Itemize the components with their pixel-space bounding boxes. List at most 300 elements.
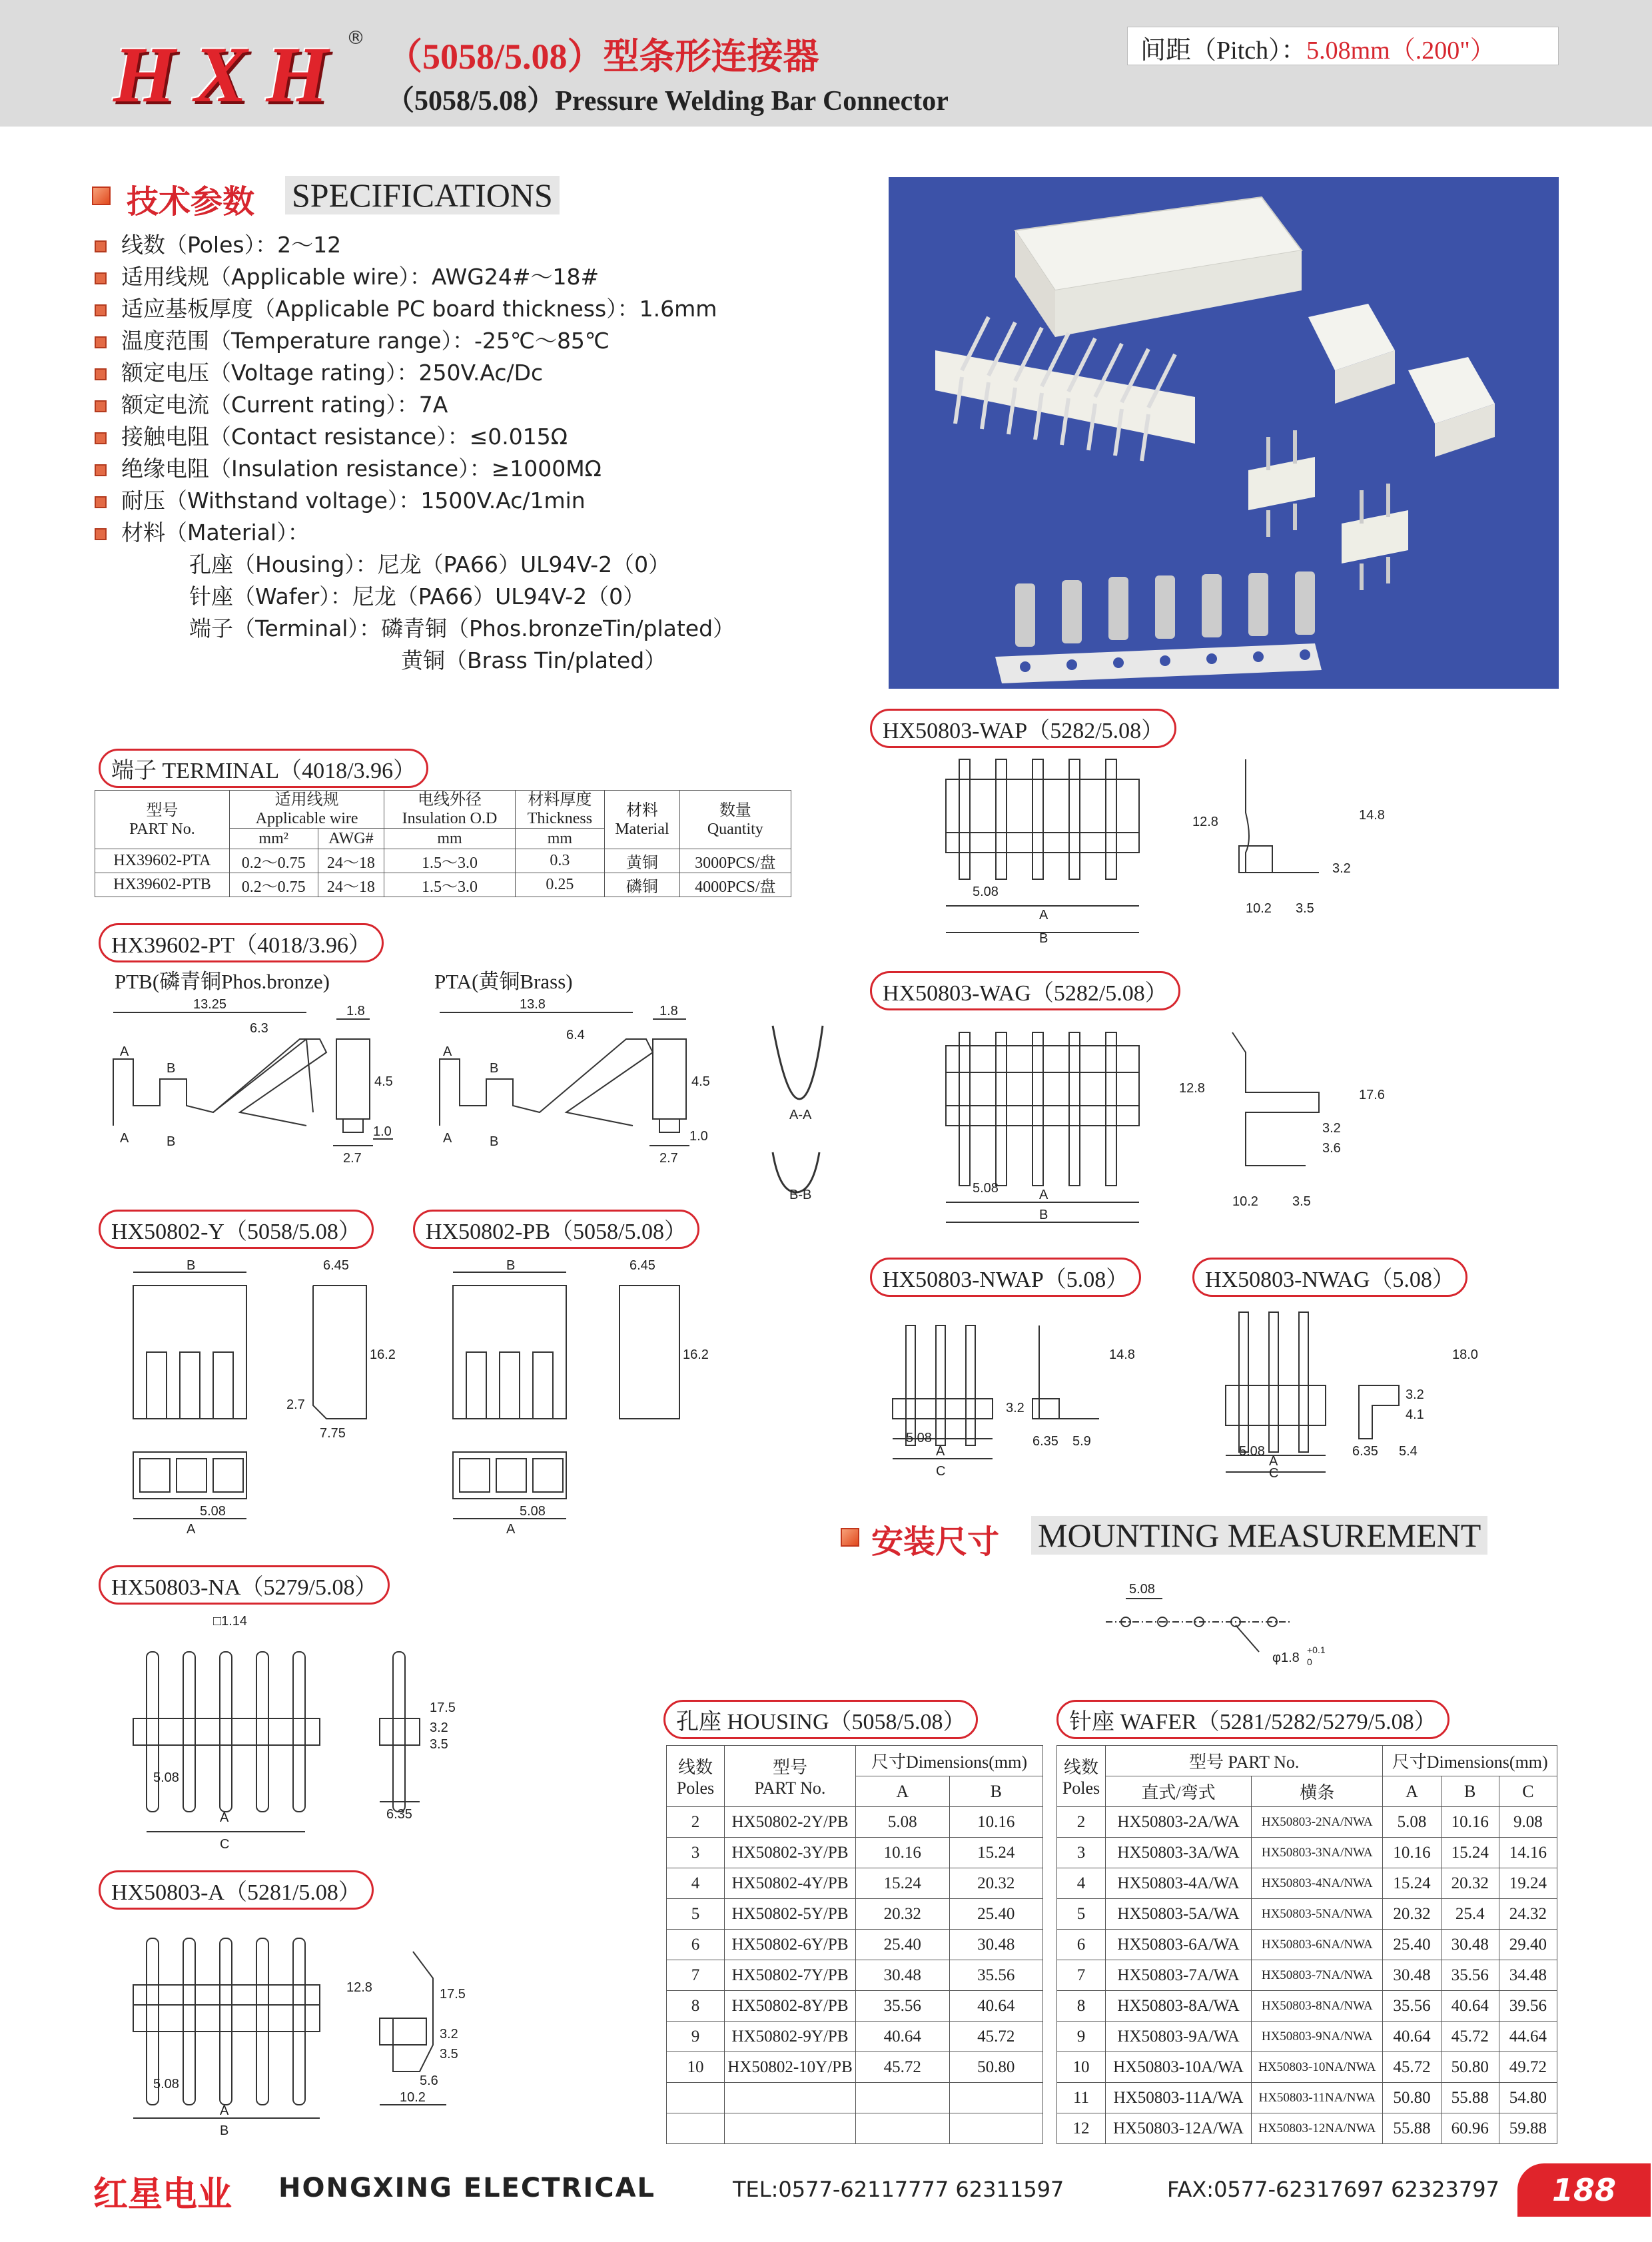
dim-label: 3.2 bbox=[1006, 1401, 1025, 1415]
pitch-value: 5.08mm（.200"） bbox=[1306, 37, 1495, 65]
dim-label: 4.5 bbox=[691, 1074, 710, 1089]
wafer-small-icon bbox=[1248, 430, 1408, 590]
footer-tel: TEL:0577-62117777 62311597 bbox=[733, 2177, 1064, 2202]
table-cell: 3000PCS/盘 bbox=[679, 849, 791, 873]
spec-heading-en: SPECIFICATIONS bbox=[285, 176, 560, 214]
dim-label: A bbox=[1039, 908, 1048, 923]
dim-label: B-B bbox=[789, 1188, 812, 1199]
housing-long-icon bbox=[1015, 197, 1302, 337]
table-row bbox=[1057, 2113, 1557, 2144]
table-cell: HX50803-7NA/NWA bbox=[1252, 1960, 1383, 1991]
table-header: 尺寸Dimensions(mm) bbox=[856, 1746, 1043, 1776]
table-cell: 30.48 bbox=[1383, 1960, 1441, 1991]
table-row bbox=[1057, 2052, 1557, 2083]
table-cell: HX50802-5Y/PB bbox=[725, 1899, 856, 1930]
dim-label: 5.4 bbox=[1399, 1444, 1418, 1459]
dim-label: B bbox=[167, 1134, 176, 1149]
table-cell: 磷铜 bbox=[605, 873, 680, 897]
table-cell: 0.2～0.75 bbox=[229, 873, 318, 897]
table-cell: 30.48 bbox=[856, 1960, 950, 1991]
page-title-en: （5058/5.08）Pressure Welding Bar Connector bbox=[386, 86, 949, 117]
table-cell: HX39602-PTA bbox=[95, 849, 230, 873]
table-row bbox=[1057, 1899, 1557, 1930]
dim-label: 5.08 bbox=[906, 1431, 932, 1445]
dim-label: 1.0 bbox=[373, 1124, 392, 1139]
na-drawing bbox=[127, 1605, 593, 1852]
table-header: 材料 Material bbox=[605, 791, 680, 849]
dim-label: 10.2 bbox=[1246, 901, 1272, 916]
terminal-strip-icon bbox=[995, 571, 1322, 683]
table-cell: HX50803-9A/WA bbox=[1106, 2022, 1252, 2052]
dim-label: A bbox=[443, 1131, 452, 1146]
material-item: 黄铜（Brass Tin/plated） bbox=[401, 647, 667, 673]
dim-label: 18.0 bbox=[1452, 1347, 1478, 1362]
dim-label: C bbox=[1269, 1466, 1279, 1479]
table-cell: HX50803-12NA/NWA bbox=[1252, 2113, 1383, 2144]
material-item: 针座（Wafer）：尼龙（PA66）UL94V-2（0） bbox=[189, 583, 645, 609]
table-cell: 35.56 bbox=[1383, 1991, 1441, 2022]
table-cell: 25.40 bbox=[856, 1930, 950, 1960]
table-row bbox=[667, 1807, 1043, 1838]
wafer-table-label: 针座 WAFER（5281/5282/5279/5.08） bbox=[1056, 1700, 1449, 1739]
terminal-label: 端子 TERMINAL（4018/3.96） bbox=[99, 749, 428, 788]
dim-label: A bbox=[936, 1444, 945, 1459]
table-cell: 34.48 bbox=[1499, 1960, 1557, 1991]
dim-label: 3.5 bbox=[430, 1737, 448, 1752]
table-cell: 9.08 bbox=[1499, 1807, 1557, 1838]
table-cell: 39.56 bbox=[1499, 1991, 1557, 2022]
table-header: AWG# bbox=[318, 829, 384, 849]
nwap-nwag-drawing bbox=[879, 1306, 1545, 1479]
table-cell: HX50803-5NA/NWA bbox=[1252, 1899, 1383, 1930]
table-cell: 1.5～3.0 bbox=[384, 873, 515, 897]
product-photo bbox=[889, 177, 1559, 689]
table-cell bbox=[856, 2113, 950, 2144]
dim-label: 5.08 bbox=[153, 1770, 179, 1785]
mounting-heading-en: MOUNTING MEASUREMENT bbox=[1031, 1516, 1487, 1555]
table-cell: HX50802-2Y/PB bbox=[725, 1807, 856, 1838]
table-row bbox=[667, 2052, 1043, 2083]
table-cell: HX50802-7Y/PB bbox=[725, 1960, 856, 1991]
dim-label: 12.8 bbox=[1192, 815, 1218, 829]
table-cell: 40.64 bbox=[856, 2022, 950, 2052]
table-cell: HX50803-12A/WA bbox=[1106, 2113, 1252, 2144]
material-item: 端子（Terminal）：磷青铜（Phos.bronzeTin/plated） bbox=[189, 615, 735, 641]
pitch-label: 间距（Pitch）： bbox=[1140, 37, 1307, 65]
table-cell: 15.24 bbox=[1441, 1838, 1499, 1868]
dim-label: 13.8 bbox=[520, 999, 546, 1012]
spec-item: 绝缘电阻（Insulation resistance）：≥1000MΩ bbox=[95, 453, 735, 485]
table-cell: 45.72 bbox=[1383, 2052, 1441, 2083]
table-header: mm bbox=[384, 829, 515, 849]
dim-label: 3.2 bbox=[430, 1720, 448, 1735]
bullet-icon bbox=[95, 528, 107, 540]
table-cell: 4 bbox=[1057, 1868, 1106, 1899]
bullet-icon bbox=[95, 464, 107, 476]
table-cell: 6 bbox=[1057, 1930, 1106, 1960]
table-cell: 7 bbox=[1057, 1960, 1106, 1991]
dim-label: B bbox=[167, 1061, 176, 1076]
table-cell: 24.32 bbox=[1499, 1899, 1557, 1930]
dim-label: 14.8 bbox=[1109, 1347, 1135, 1362]
table-header: 尺寸Dimensions(mm) bbox=[1383, 1746, 1557, 1776]
table-cell: HX50803-8A/WA bbox=[1106, 1991, 1252, 2022]
table-cell bbox=[949, 2113, 1043, 2144]
dim-label: 3.2 bbox=[440, 2027, 458, 2042]
spec-item: 温度范围（Temperature range）：-25℃～85℃ bbox=[95, 325, 735, 357]
spec-item: 材料（Material）： bbox=[95, 517, 735, 549]
terminal-table bbox=[95, 790, 791, 897]
dim-label: B bbox=[1039, 931, 1048, 946]
table-cell: HX50803-11NA/NWA bbox=[1252, 2083, 1383, 2113]
table-cell: 10 bbox=[667, 2052, 725, 2083]
spec-item: 额定电压（Voltage rating）：250V.Ac/Dc bbox=[95, 357, 735, 389]
table-header: B bbox=[1441, 1776, 1499, 1807]
footer-fax: FAX:0577-62317697 62323797 bbox=[1167, 2177, 1499, 2202]
table-cell: HX50802-9Y/PB bbox=[725, 2022, 856, 2052]
table-cell: 50.80 bbox=[1383, 2083, 1441, 2113]
dim-label: 3.5 bbox=[440, 2047, 458, 2061]
nwag-label: HX50803-NWAG（5.08） bbox=[1192, 1258, 1467, 1297]
table-cell: HX50803-10A/WA bbox=[1106, 2052, 1252, 2083]
bullet-icon bbox=[95, 400, 107, 412]
brand-logo: HXH bbox=[113, 30, 347, 119]
table-row bbox=[667, 1930, 1043, 1960]
table-cell: 45.72 bbox=[856, 2052, 950, 2083]
table-cell: HX39602-PTB bbox=[95, 873, 230, 897]
dim-label: 3.2 bbox=[1406, 1387, 1424, 1402]
page-number: 188 bbox=[1517, 2163, 1651, 2217]
dim-label: 1.8 bbox=[346, 1004, 365, 1018]
table-cell: 11 bbox=[1057, 2083, 1106, 2113]
spec-heading-cn: 技术参数 bbox=[127, 183, 255, 220]
table-row bbox=[1057, 1838, 1557, 1868]
table-cell: HX50803-9NA/NWA bbox=[1252, 2022, 1383, 2052]
table-cell bbox=[725, 2083, 856, 2113]
dim-label: A bbox=[443, 1044, 452, 1059]
table-cell: HX50802-6Y/PB bbox=[725, 1930, 856, 1960]
dim-label: 5.6 bbox=[420, 2073, 438, 2088]
dim-label: 3.6 bbox=[1322, 1141, 1341, 1156]
table-cell: HX50803-2NA/NWA bbox=[1252, 1807, 1383, 1838]
table-header: 线数 Poles bbox=[667, 1746, 725, 1807]
dim-label: 5.08 bbox=[520, 1504, 546, 1519]
wag-drawing bbox=[933, 1012, 1412, 1232]
table-cell: 6 bbox=[667, 1930, 725, 1960]
dim-label: 5.08 bbox=[1239, 1444, 1265, 1459]
dim-label: A bbox=[220, 2103, 229, 2118]
dim-label: 5.08 bbox=[200, 1504, 226, 1519]
table-cell: 1.5～3.0 bbox=[384, 849, 515, 873]
dim-label: 7.75 bbox=[320, 1426, 346, 1441]
table-cell: 35.56 bbox=[949, 1960, 1043, 1991]
table-cell: 7 bbox=[667, 1960, 725, 1991]
dim-label: 0 bbox=[1307, 1657, 1312, 1667]
table-cell: 12 bbox=[1057, 2113, 1106, 2144]
dim-label: 5.08 bbox=[973, 885, 999, 899]
dim-label: C bbox=[936, 1464, 946, 1479]
table-row bbox=[667, 1899, 1043, 1930]
table-row bbox=[1057, 1960, 1557, 1991]
table-cell: 25.40 bbox=[1383, 1930, 1441, 1960]
table-cell: 2 bbox=[667, 1807, 725, 1838]
bullet-icon bbox=[95, 496, 107, 508]
table-cell: 10.16 bbox=[1441, 1807, 1499, 1838]
mounting-heading-cn: 安装尺寸 bbox=[871, 1523, 1000, 1561]
table-cell: 44.64 bbox=[1499, 2022, 1557, 2052]
dim-label: 16.2 bbox=[370, 1347, 396, 1362]
dim-label: 5.08 bbox=[973, 1181, 999, 1196]
bullet-icon bbox=[95, 368, 107, 380]
spec-item: 额定电流（Current rating）：7A bbox=[95, 389, 735, 421]
table-cell: 3 bbox=[1057, 1838, 1106, 1868]
dim-label: 17.6 bbox=[1359, 1088, 1385, 1102]
dim-label: 5.08 bbox=[153, 2077, 179, 2091]
table-cell: 15.24 bbox=[856, 1868, 950, 1899]
table-cell: 24～18 bbox=[318, 873, 384, 897]
table-cell: 30.48 bbox=[949, 1930, 1043, 1960]
dim-label: 12.8 bbox=[1179, 1081, 1205, 1096]
dim-label: 6.35 bbox=[386, 1807, 412, 1822]
dim-label: □1.14 bbox=[213, 1614, 248, 1629]
dim-label: A-A bbox=[789, 1108, 812, 1122]
spec-item: 线数（Poles）：2～12 bbox=[95, 229, 735, 261]
table-header: 适用线规 Applicable wire bbox=[229, 791, 384, 829]
dim-label: 6.45 bbox=[323, 1259, 349, 1273]
table-cell: HX50803-11A/WA bbox=[1106, 2083, 1252, 2113]
table-cell: HX50803-7A/WA bbox=[1106, 1960, 1252, 1991]
table-cell: 30.48 bbox=[1441, 1930, 1499, 1960]
dim-label: B bbox=[1039, 1208, 1048, 1222]
table-cell: 15.24 bbox=[1383, 1868, 1441, 1899]
table-cell: 4000PCS/盘 bbox=[679, 873, 791, 897]
table-cell: 54.80 bbox=[1499, 2083, 1557, 2113]
ptb-caption: PTB(磷青铜Phos.bronze) bbox=[115, 970, 330, 993]
table-row bbox=[667, 2083, 1043, 2113]
dim-label: 3.5 bbox=[1292, 1194, 1311, 1209]
dim-label: 12.8 bbox=[346, 1980, 372, 1995]
table-cell: 45.72 bbox=[1441, 2022, 1499, 2052]
dim-label: A bbox=[1269, 1454, 1278, 1469]
table-cell: 50.80 bbox=[949, 2052, 1043, 2083]
dim-label: 1.0 bbox=[689, 1129, 708, 1144]
table-cell: HX50803-4A/WA bbox=[1106, 1868, 1252, 1899]
page-title-cn: （5058/5.08）型条形连接器 bbox=[386, 37, 819, 77]
table-cell: 10.16 bbox=[949, 1807, 1043, 1838]
table-row bbox=[667, 1838, 1043, 1868]
table-cell: 10 bbox=[1057, 2052, 1106, 2083]
dim-label: 3.2 bbox=[1332, 861, 1351, 876]
table-header: B bbox=[949, 1776, 1043, 1807]
table-cell: 10.16 bbox=[856, 1838, 950, 1868]
housing-drawing bbox=[127, 1259, 726, 1539]
table-header: 直式/弯式 bbox=[1106, 1776, 1252, 1807]
table-cell: 5.08 bbox=[856, 1807, 950, 1838]
table-cell: HX50802-4Y/PB bbox=[725, 1868, 856, 1899]
dim-label: A bbox=[187, 1522, 196, 1537]
terminal-drawing bbox=[107, 999, 866, 1199]
a-drawing bbox=[127, 1912, 593, 2138]
table-header: mm bbox=[515, 829, 604, 849]
wafer-long-icon bbox=[935, 317, 1195, 461]
dim-label: 5.08 bbox=[1129, 1582, 1155, 1597]
table-cell: 20.32 bbox=[1441, 1868, 1499, 1899]
spec-list bbox=[95, 229, 735, 677]
table-cell: 4 bbox=[667, 1868, 725, 1899]
table-cell bbox=[856, 2083, 950, 2113]
table-header: C bbox=[1499, 1776, 1557, 1807]
table-cell: HX50803-3NA/NWA bbox=[1252, 1838, 1383, 1868]
table-cell: 40.64 bbox=[949, 1991, 1043, 2022]
dim-label: B bbox=[220, 2123, 229, 2138]
dim-label: A bbox=[1039, 1188, 1048, 1202]
pitch-info bbox=[1140, 29, 1495, 66]
dim-label: A bbox=[220, 1810, 229, 1825]
table-header: 型号 PART No. bbox=[725, 1746, 856, 1807]
table-cell: 40.64 bbox=[1441, 1991, 1499, 2022]
table-cell: 5 bbox=[667, 1899, 725, 1930]
dim-label: 1.8 bbox=[659, 1004, 678, 1018]
table-header: mm² bbox=[229, 829, 318, 849]
table-header: 型号 PART No. bbox=[95, 791, 230, 849]
housing-table bbox=[666, 1745, 1043, 2144]
company-name-cn: 红星电业 bbox=[93, 2175, 232, 2215]
dim-label: 2.7 bbox=[659, 1151, 678, 1166]
a-label: HX50803-A（5281/5.08） bbox=[99, 1870, 374, 1910]
dim-label: 6.35 bbox=[1032, 1434, 1058, 1449]
table-cell: 20.32 bbox=[856, 1899, 950, 1930]
table-cell: HX50803-5A/WA bbox=[1106, 1899, 1252, 1930]
table-cell: 5.08 bbox=[1383, 1807, 1441, 1838]
table-cell: 0.25 bbox=[515, 873, 604, 897]
table-cell: 9 bbox=[1057, 2022, 1106, 2052]
table-cell: HX50803-10NA/NWA bbox=[1252, 2052, 1383, 2083]
table-cell: 35.56 bbox=[1441, 1960, 1499, 1991]
table-cell: 20.32 bbox=[949, 1868, 1043, 1899]
dim-label: A bbox=[120, 1044, 129, 1059]
wap-label: HX50803-WAP（5282/5.08） bbox=[870, 709, 1176, 748]
section-square-icon bbox=[841, 1528, 859, 1547]
material-item: 孔座（Housing）：尼龙（PA66）UL94V-2（0） bbox=[189, 552, 671, 577]
table-cell bbox=[667, 2113, 725, 2144]
wafer-table bbox=[1056, 1745, 1557, 2144]
table-cell: 55.88 bbox=[1441, 2083, 1499, 2113]
spec-item: 适应基板厚度（Applicable PC board thickness）：1.6mm bbox=[95, 293, 735, 325]
spec-item: 耐压（Withstand voltage）：1500V.Ac/1min bbox=[95, 485, 735, 517]
dim-label: 4.5 bbox=[374, 1074, 393, 1089]
table-row bbox=[1057, 2022, 1557, 2052]
table-row bbox=[667, 1868, 1043, 1899]
table-cell: HX50802-8Y/PB bbox=[725, 1991, 856, 2022]
table-cell bbox=[725, 2113, 856, 2144]
table-header: A bbox=[1383, 1776, 1441, 1807]
table-cell: 14.16 bbox=[1499, 1838, 1557, 1868]
dim-label: B bbox=[490, 1134, 499, 1149]
dim-label: C bbox=[220, 1837, 230, 1852]
table-row bbox=[667, 1991, 1043, 2022]
dim-label: 4.1 bbox=[1406, 1407, 1424, 1422]
dim-label: 2.7 bbox=[286, 1397, 305, 1412]
housing-small-icon bbox=[1308, 304, 1495, 457]
table-cell: 40.64 bbox=[1383, 2022, 1441, 2052]
dim-label: 3.2 bbox=[1322, 1121, 1341, 1136]
table-cell: 9 bbox=[667, 2022, 725, 2052]
table-row bbox=[1057, 1868, 1557, 1899]
table-cell: 2 bbox=[1057, 1807, 1106, 1838]
table-cell: 8 bbox=[667, 1991, 725, 2022]
table-cell: 49.72 bbox=[1499, 2052, 1557, 2083]
table-cell: 25.4 bbox=[1441, 1899, 1499, 1930]
bullet-icon bbox=[95, 336, 107, 348]
dim-label: 2.7 bbox=[343, 1151, 362, 1166]
table-cell: 10.16 bbox=[1383, 1838, 1441, 1868]
dim-label: 14.8 bbox=[1359, 808, 1385, 823]
table-cell: 59.88 bbox=[1499, 2113, 1557, 2144]
table-cell bbox=[949, 2083, 1043, 2113]
dim-label: A bbox=[506, 1522, 516, 1537]
table-header: 电线外径 Insulation O.D bbox=[384, 791, 515, 829]
pb-label: HX50802-PB（5058/5.08） bbox=[413, 1210, 699, 1249]
table-cell: 50.80 bbox=[1441, 2052, 1499, 2083]
dim-label: 16.2 bbox=[683, 1347, 709, 1362]
table-cell: 8 bbox=[1057, 1991, 1106, 2022]
dim-label: φ1.8 bbox=[1272, 1651, 1300, 1665]
table-row bbox=[95, 849, 791, 873]
table-row bbox=[667, 1960, 1043, 1991]
table-header: 材料厚度 Thickness bbox=[515, 791, 604, 829]
wag-label: HX50803-WAG（5282/5.08） bbox=[870, 971, 1180, 1010]
table-row bbox=[1057, 1807, 1557, 1838]
table-cell: 19.24 bbox=[1499, 1868, 1557, 1899]
table-cell: 35.56 bbox=[856, 1991, 950, 2022]
spec-item: 接触电阻（Contact resistance）：≤0.015Ω bbox=[95, 421, 735, 453]
table-cell: HX50802-3Y/PB bbox=[725, 1838, 856, 1868]
company-name-en: HONGXING ELECTRICAL bbox=[278, 2173, 656, 2203]
table-row bbox=[1057, 1991, 1557, 2022]
dim-label: A bbox=[120, 1131, 129, 1146]
dim-label: 10.2 bbox=[1232, 1194, 1258, 1209]
bullet-icon bbox=[95, 304, 107, 316]
table-cell: 25.40 bbox=[949, 1899, 1043, 1930]
table-cell: 20.32 bbox=[1383, 1899, 1441, 1930]
mounting-drawing bbox=[1106, 1579, 1346, 1672]
spec-item: 适用线规（Applicable wire）：AWG24#～18# bbox=[95, 261, 735, 293]
table-header: A bbox=[856, 1776, 950, 1807]
dim-label: 6.45 bbox=[629, 1259, 655, 1273]
table-cell: HX50802-10Y/PB bbox=[725, 2052, 856, 2083]
table-row bbox=[1057, 1930, 1557, 1960]
table-header: 线数 Poles bbox=[1057, 1746, 1106, 1807]
table-header: 数量 Quantity bbox=[679, 791, 791, 849]
na-label: HX50803-NA（5279/5.08） bbox=[99, 1565, 390, 1605]
table-cell: HX50803-4NA/NWA bbox=[1252, 1868, 1383, 1899]
table-cell: 29.40 bbox=[1499, 1930, 1557, 1960]
section-square-icon bbox=[92, 187, 111, 205]
table-row bbox=[95, 873, 791, 897]
table-row bbox=[667, 2113, 1043, 2144]
dim-label: B bbox=[187, 1259, 196, 1273]
table-cell: 15.24 bbox=[949, 1838, 1043, 1868]
table-cell: HX50803-6A/WA bbox=[1106, 1930, 1252, 1960]
pt-label: HX39602-PT（4018/3.96） bbox=[99, 923, 384, 962]
table-cell: 5 bbox=[1057, 1899, 1106, 1930]
dim-label: 6.4 bbox=[566, 1028, 585, 1042]
registered-mark: ® bbox=[346, 27, 365, 49]
dim-label: 13.25 bbox=[193, 999, 227, 1012]
table-row bbox=[667, 2022, 1043, 2052]
table-cell: HX50803-6NA/NWA bbox=[1252, 1930, 1383, 1960]
table-cell: 3 bbox=[667, 1838, 725, 1868]
